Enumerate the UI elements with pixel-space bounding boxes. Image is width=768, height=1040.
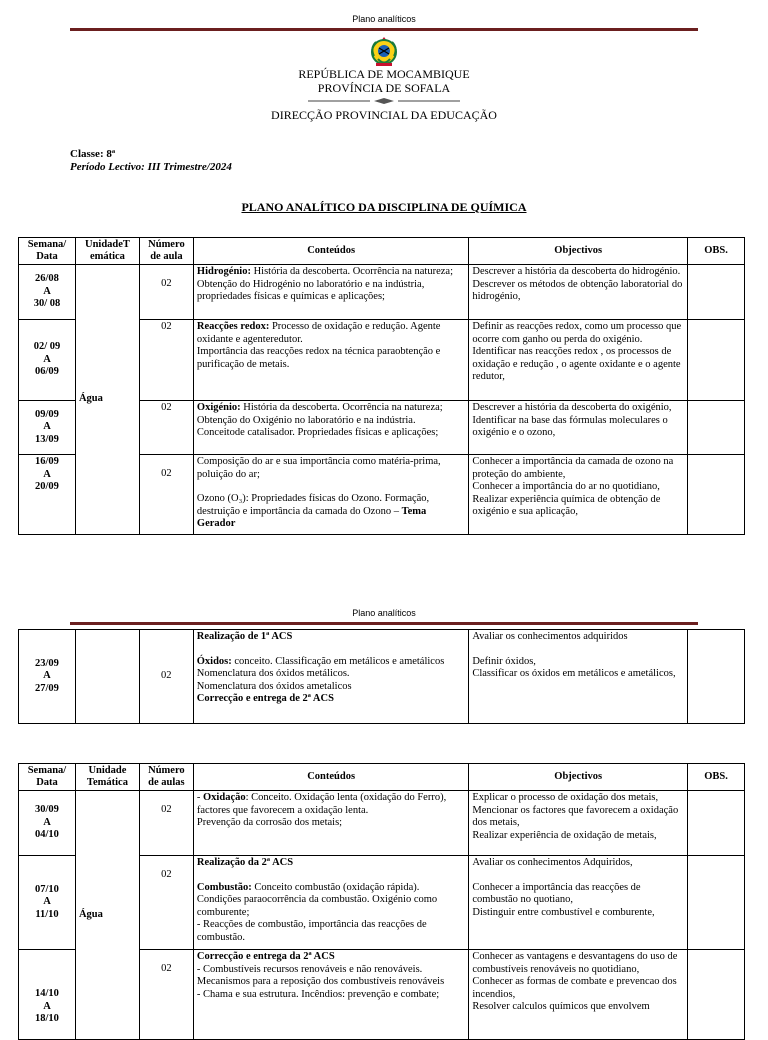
table-header-row — [19, 238, 745, 265]
header-contents: Conteúdos — [193, 764, 469, 791]
lessons-cell: 02 — [139, 856, 193, 950]
page-header: Plano analíticos — [352, 14, 416, 24]
obs-cell — [688, 265, 745, 320]
plan-table-3 — [18, 763, 745, 1040]
header-week: Semana/ Data — [19, 238, 76, 265]
header-unit: Unidade Temática — [75, 764, 139, 791]
content-cell: Hidrogénio: História da descoberta. Ocorrência na natureza; Obtenção do Hidrogénio no laboratório e na indústria, propriedades físicas e químicas e aplicações; — [193, 265, 469, 320]
objectives-cell: Conhecer as vantagens e desvantagens do uso de combustíveis renováveis no quotidiano, Conhecer as formas de combate e prevencao dos incendios, Resolver calculos químicos que envolvem — [469, 950, 688, 1040]
content-cell: Realização de 1ª ACS Óxidos: conceito. Classificação em metálicos e ametálicos Nomenclatura dos óxidos metálicos. Nomenclatura dos óxidos ametalicos Correcção e entrega de 2ª ACS — [193, 630, 469, 724]
content-cell: Reacções redox: Processo de oxidação e redução. Agente oxidante e agenteredutor. Importância das reacções redox na técnica paraobtenção e purificação de metais. — [193, 320, 469, 401]
plan-table-1 — [18, 237, 745, 535]
objectives-cell: Definir as reacções redox, como um processo que ocorre com ganho ou perda do oxigénio. Identificar nas reacções redox , os processos de oxidação e redução , o agente oxidante e o agente redutor, — [469, 320, 688, 401]
header-rule — [70, 622, 698, 625]
header-obs: OBS. — [688, 238, 745, 265]
lessons-cell: 02 — [139, 455, 193, 535]
week-cell: 26/08 A 30/ 08 — [19, 265, 76, 320]
lessons-cell: 02 — [139, 320, 193, 401]
obs-cell — [688, 950, 745, 1040]
header-contents: Conteúdos — [193, 238, 469, 265]
obs-cell — [688, 791, 745, 856]
period-label: Período Lectivo: III Trimestre/2024 — [70, 161, 232, 173]
lessons-cell: 02 — [139, 950, 193, 1040]
objectives-cell: Descrever a história da descoberta do hidrogénio. Descrever os métodos de obtenção laboratorial do hidrogénio, — [469, 265, 688, 320]
objectives-cell: Conhecer a importância da camada de ozono na proteção do ambiente, Conhecer a importância do ar no quotidiano, Realizar experiência química de obtenção de oxigénio e sua aplicação, — [469, 455, 688, 535]
content-cell: Composição do ar e sua importância como matéria-prima, poluição do ar; Ozono (O₃): Propriedades físicas do Ozono. Formação, destruição e importância da camada do Ozono – Tema Gerador — [193, 455, 469, 535]
table-row — [19, 630, 745, 724]
content-cell: Realização da 2ª ACS Combustão: Conceito combustão (oxidação rápida). Condições paraocorrência da combustão. Oxigénio como comburente; - Reacções de combustão, importância das reacções de combustão. — [193, 856, 469, 950]
week-cell: 16/09 A 20/09 — [19, 455, 76, 535]
table-row — [19, 791, 745, 856]
table-header-row — [19, 764, 745, 791]
objectives-cell: Avaliar os conhecimentos Adquiridos, Conhecer a importância das reacções de combustão no quotiano, Distinguir entre combustível e comburente, — [469, 856, 688, 950]
unit-cell: Água — [75, 265, 139, 535]
week-cell: 07/10 A 11/10 — [19, 856, 76, 950]
page-header: Plano analíticos — [352, 608, 416, 618]
week-cell: 23/09 A 27/09 — [19, 630, 76, 724]
header-week: Semana/ Data — [19, 764, 76, 791]
ornamental-divider — [308, 98, 460, 104]
week-cell: 30/09 A 04/10 — [19, 791, 76, 856]
obs-cell — [688, 630, 745, 724]
week-cell: 09/09 A 13/09 — [19, 401, 76, 455]
week-cell: 14/10 A 18/10 — [19, 950, 76, 1040]
header-lessons: Número de aulas — [139, 764, 193, 791]
unit-cell: Água — [75, 791, 139, 1040]
obs-cell — [688, 320, 745, 401]
header-lessons: Número de aula — [139, 238, 193, 265]
national-emblem-icon — [366, 34, 402, 70]
header-rule — [70, 28, 698, 31]
republic-name: REPÚBLICA DE MOCAMBIQUE — [298, 67, 470, 81]
lessons-cell: 02 — [139, 791, 193, 856]
plan-table-2 — [18, 629, 745, 724]
header-obs: OBS. — [688, 764, 745, 791]
unit-cell — [75, 630, 139, 724]
province-name: PROVÍNCIA DE SOFALA — [317, 81, 451, 95]
lessons-cell: 02 — [139, 401, 193, 455]
header-unit: UnidadeT emática — [75, 238, 139, 265]
content-cell: Oxigénio: História da descoberta. Ocorrência na natureza; Obtenção do Oxigénio no laboratório e na indústria. Conceitode catalisador. Propriedades físicas e aplicações; — [193, 401, 469, 455]
header-objectives: Objectivos — [469, 764, 688, 791]
table-row — [19, 265, 745, 320]
objectives-cell: Descrever a história da descoberta do oxigénio, Identificar na base das fórmulas moleculares o oxigénio e o ozono, — [469, 401, 688, 455]
lessons-cell: 02 — [139, 630, 193, 724]
obs-cell — [688, 455, 745, 535]
obs-cell — [688, 401, 745, 455]
content-cell: Correcção e entrega da 2ª ACS - Combustíveis recursos renováveis e não renováveis. Mecanismos para a reposição dos combustíveis renováveis - Chama e sua estrutura. Incêndios: prevenção e combate; — [193, 950, 469, 1040]
objectives-cell: Explicar o processo de oxidação dos metais, Mencionar os factores que favorecem a oxidação dos metais, Realizar experiência de oxidação de metais, — [469, 791, 688, 856]
lessons-cell: 02 — [139, 265, 193, 320]
week-cell: 02/ 09 A 06/09 — [19, 320, 76, 401]
document-title: PLANO ANALÍTICO DA DISCIPLINA DE QUÍMICA — [241, 200, 527, 214]
directorate-name: DIRECÇÃO PROVINCIAL DA EDUCAÇÃO — [271, 108, 497, 122]
class-label: Classe: 8ª — [70, 148, 116, 160]
content-cell: - Oxidação: Conceito. Oxidação lenta (oxidação do Ferro), factores que favorecem a oxidação lenta. Prevenção da corrosão dos metais; — [193, 791, 469, 856]
header-objectives: Objectivos — [469, 238, 688, 265]
objectives-cell: Avaliar os conhecimentos adquiridos Definir óxidos, Classificar os óxidos em metálicos e ametálicos, — [469, 630, 688, 724]
obs-cell — [688, 856, 745, 950]
